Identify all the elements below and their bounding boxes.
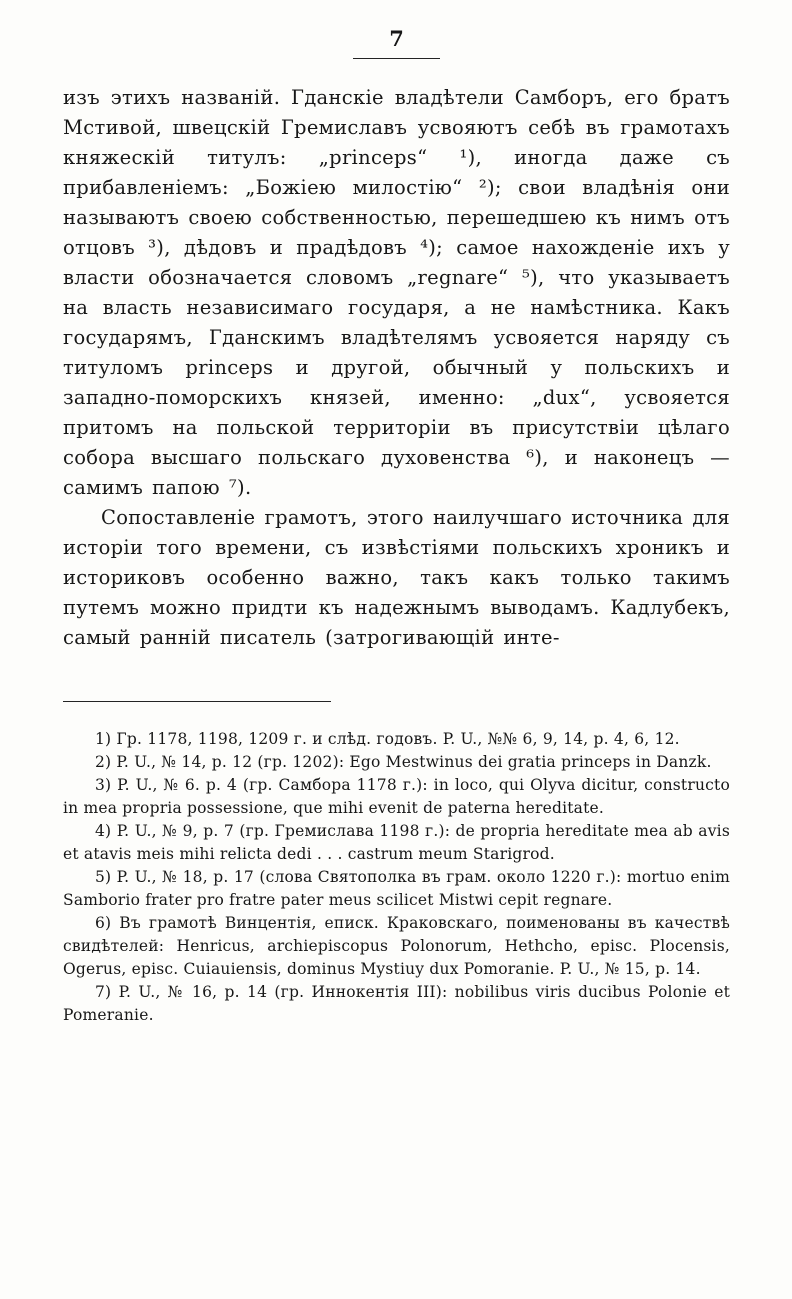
footnote-item-7: 7) P. U., № 16, p. 14 (гр. Иннокентія III): nobilibus viris ducibus Polonie et Pomeranie.: [63, 983, 730, 1024]
footnote-item-4: 4) P. U., № 9, p. 7 (гр. Гремислава 1198 г.): de propria hereditate mea ab avis et atavis meis mihi relicta dedi . . . castrum meum Starigrod.: [63, 822, 730, 863]
page-header: [63, 26, 730, 59]
footnotes-section: [63, 728, 730, 1027]
footnote-item-1: 1) Гр. 1178, 1198, 1209 г. и слѣд. годовъ. P. U., №№ 6, 9, 14, p. 4, 6, 12.: [95, 730, 680, 748]
paragraph: Сопоставленіе грамотъ, этого наилучшаго источника для исторіи того времени, съ извѣстіями польскихъ хроникъ и историковъ особенно важно, такъ какъ только такимъ путемъ можно придти къ надежнымъ выводамъ. Кадлубекъ, самый ранній писатель (затрогивающій инте-: [63, 506, 730, 649]
footnote-item-2: 2) P. U., № 14, p. 12 (гр. 1202): Ego Mestwinus dei gratia princeps in Danzk.: [95, 753, 712, 771]
body-text: [63, 83, 730, 653]
footnote-item-3: 3) P. U., № 6. p. 4 (гр. Самбора 1178 г.): in loco, qui Olyva dicitur, constructo in mea propria possessione, que mihi evenit de paterna hereditate.: [63, 776, 730, 817]
paragraph-continuation: изъ этихъ названій. Гданскіе владѣтели Самборъ, его братъ Мстивой, швецскій Гремиславъ усвояютъ себѣ въ грамотахъ княжескій титулъ: „princeps“ ¹), иногда даже съ прибавленіемъ: „Божіею милостію“ ²); свои владѣнія они называютъ своею собственностью, перешедшею къ нимъ отъ отцовъ ³), дѣдовъ и прадѣдовъ ⁴); самое нахожденіе ихъ у власти обозначается словомъ „regnare“ ⁵), что указываетъ на власть независимаго государя, а не намѣстника. Какъ государямъ, Гданскимъ владѣтелямъ усвояется наряду съ титуломъ princeps и другой, обычный у польскихъ и западно-поморскихъ князей, именно: „dux“, усвояется притомъ на польской территоріи въ присутствіи цѣлаго собора высшаго польскаго духовенства ⁶), и наконецъ — самимъ папою ⁷).: [63, 86, 730, 499]
page-number: 7: [353, 26, 440, 59]
footnote-item-5: 5) P. U., № 18, p. 17 (слова Святополка въ грам. около 1220 г.): mortuo enim Samborio frater pro fratre pater meus scilicet Mistwi cepit regnare.: [63, 868, 730, 909]
footnote-separator-rule: [63, 701, 331, 702]
footnote-item-6: 6) Въ грамотѣ Винцентія, еписк. Краковскаго, поименованы въ качествѣ свидѣтелей: Henricus, archiepiscopus Polonorum, Hethcho, episc. Plocensis, Ogerus, episc. Cuiauiensis, dominus Mystiuy dux Pomoranie. P. U., № 15, p. 14.: [63, 914, 730, 978]
